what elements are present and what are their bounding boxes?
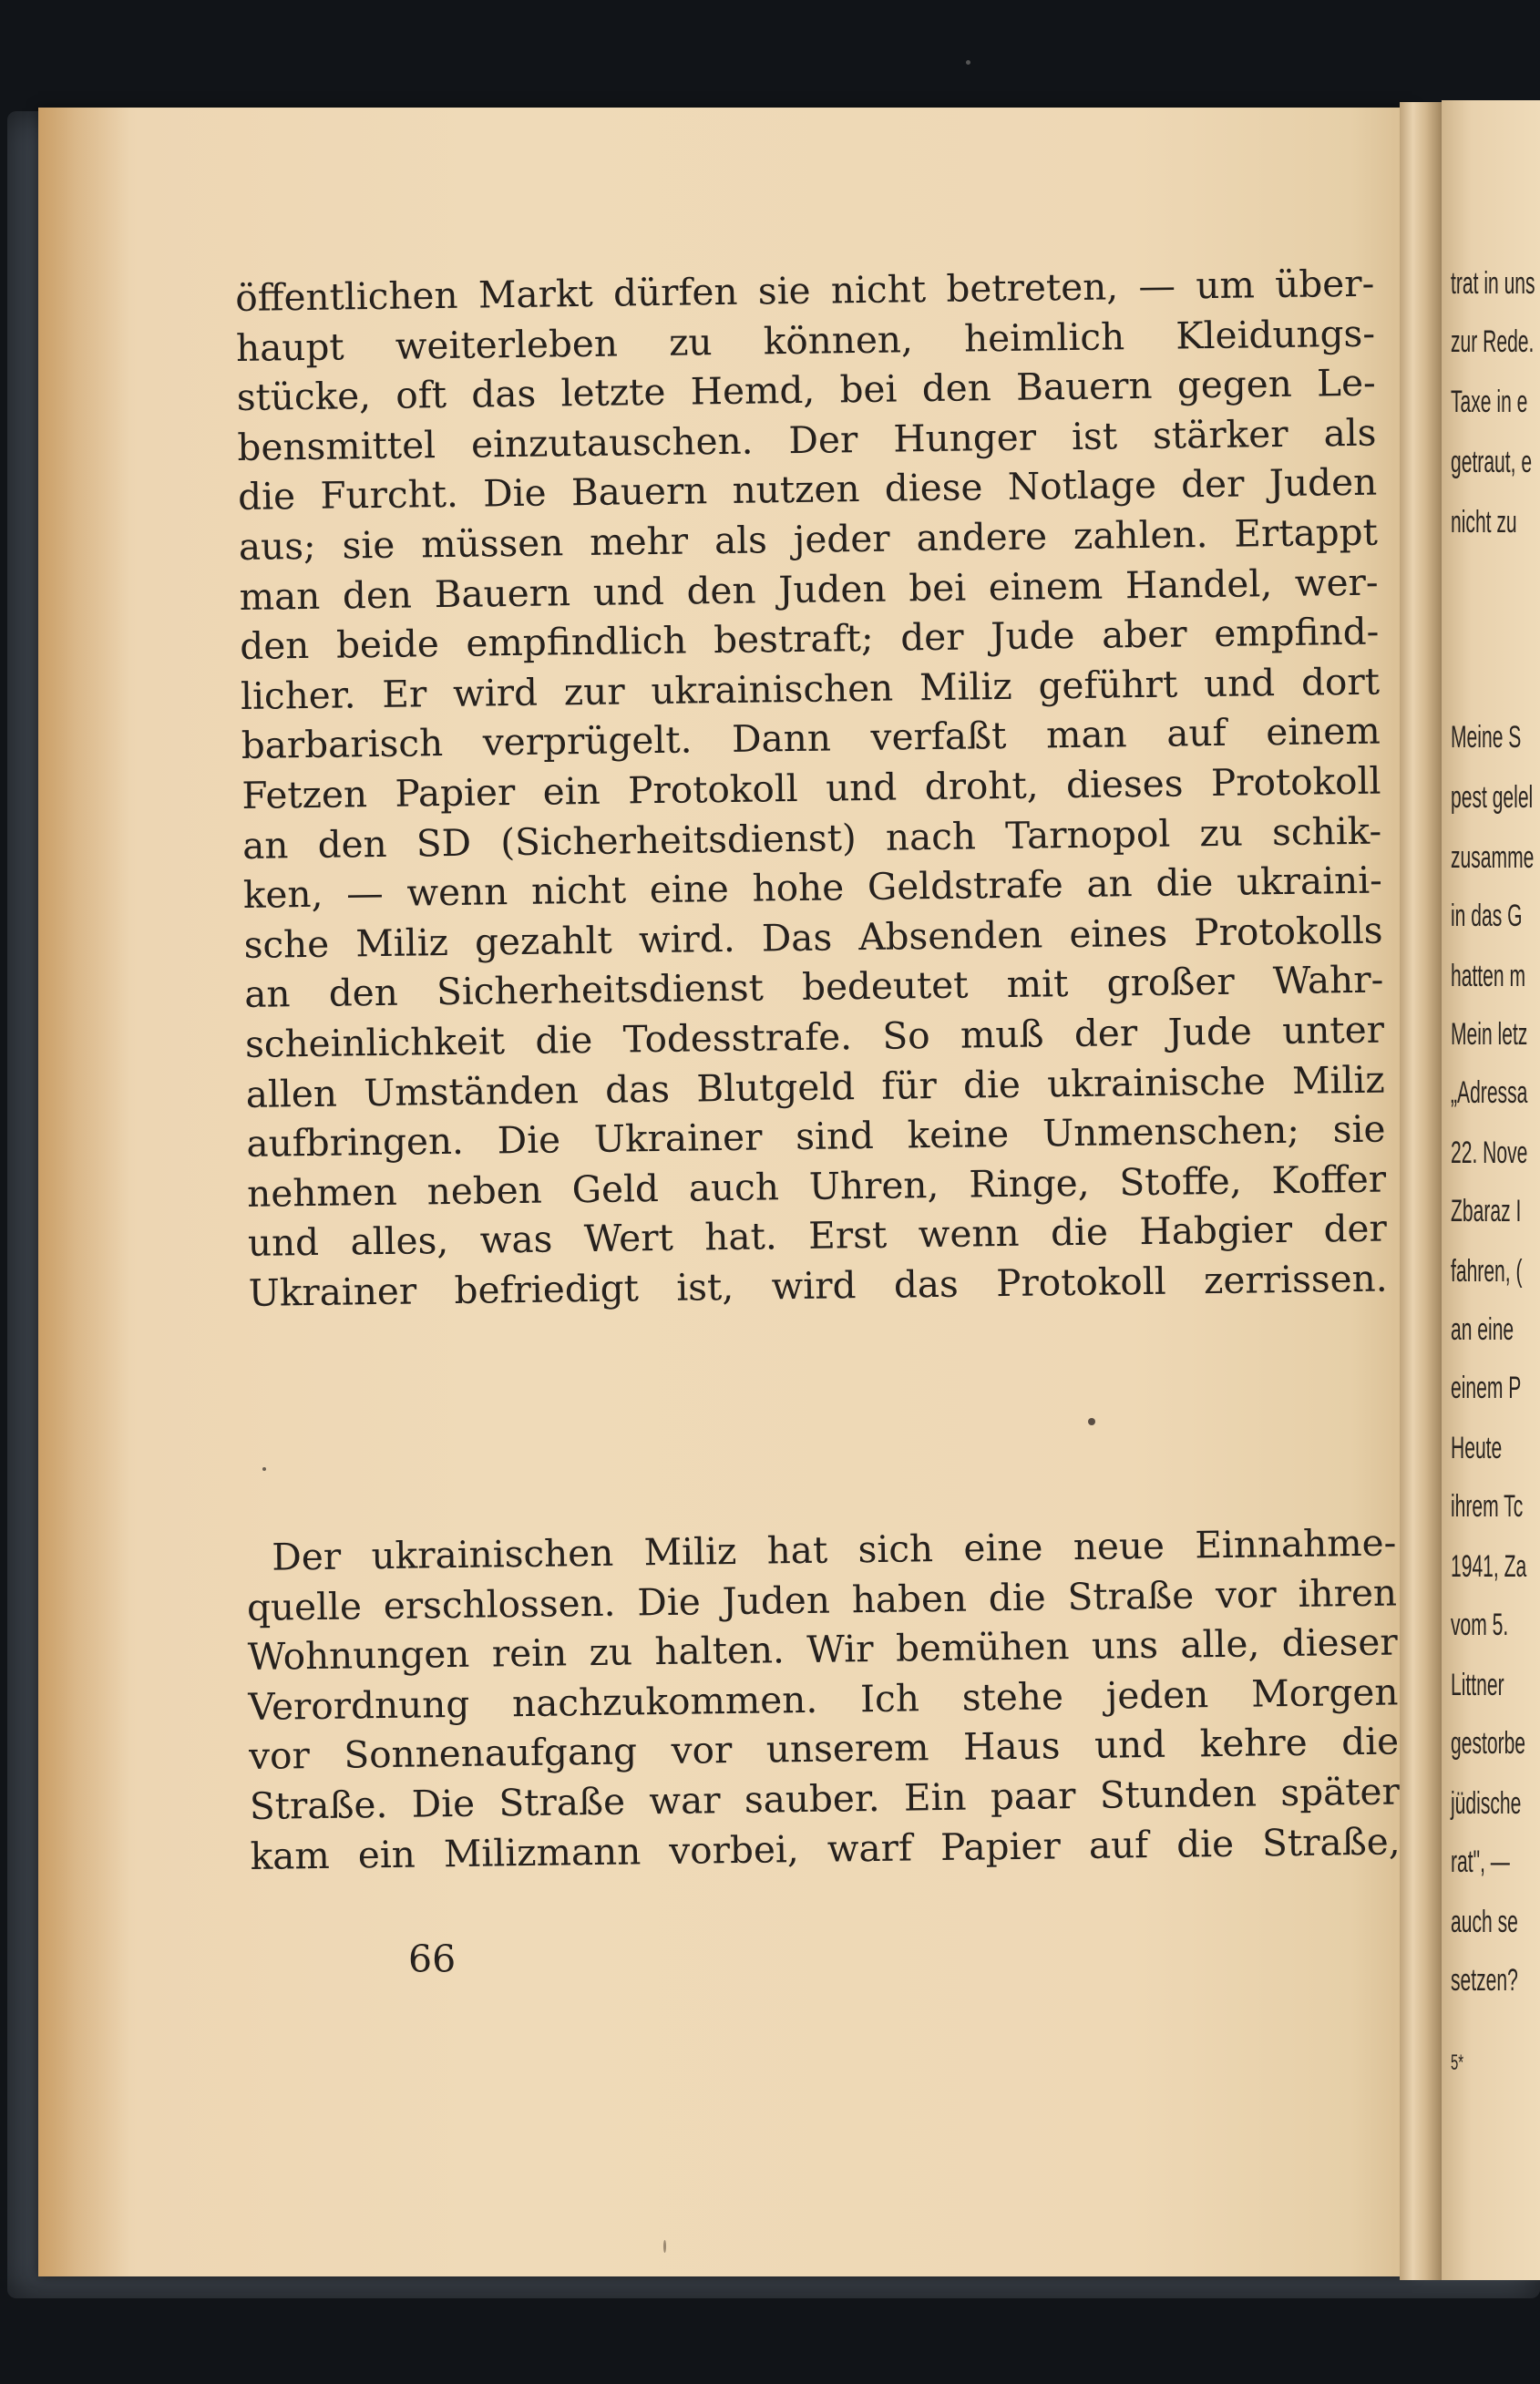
next-page-line: rat", — [1451, 1845, 1510, 1879]
next-page-line: setzen? [1451, 1963, 1518, 1998]
section-separator [1088, 1418, 1095, 1425]
text-line: barbarisch verprügelt. Dann verfaßt man auf einem [241, 708, 1381, 768]
paper-speck [663, 2240, 666, 2253]
next-page-line: trat in uns [1451, 266, 1535, 301]
next-page-line: 22. Nove [1451, 1135, 1528, 1170]
text-line: ken, — wenn nicht eine hohe Geldstrafe an die ukraini- [242, 858, 1383, 918]
next-page-line: 5* [1451, 2050, 1464, 2075]
page-edge-shading [38, 108, 129, 2276]
text-line: aus; sie müssen mehr als jeder andere zahlen. Ertappt [238, 509, 1379, 569]
next-page-line: Littner [1451, 1668, 1504, 1702]
next-page-line: zusamme [1451, 840, 1535, 875]
next-page-line: 1941, Za [1451, 1549, 1527, 1584]
page-number: 66 [408, 1937, 457, 1981]
next-page-line: pest gelel [1451, 780, 1534, 815]
text-line: kam ein Milizmann vorbei, warf Papier auf die Straße, [250, 1819, 1401, 1878]
next-page-line: einem P [1451, 1371, 1522, 1405]
paper-speck [262, 1467, 266, 1471]
next-page-fragment [1442, 100, 1540, 2280]
next-page-line: Heute [1451, 1431, 1503, 1465]
next-page-line: Mein letz [1451, 1017, 1528, 1052]
text-line: scheinlichkeit die Todesstrafe. So muß der Jude unter [244, 1007, 1385, 1066]
text-line: Fetzen Papier ein Protokoll und droht, dieses Protokoll [241, 758, 1381, 817]
text-line: an den Sicherheitsdienst bedeutet mit großer Wahr- [244, 957, 1384, 1017]
text-line: man den Bauern und den Juden bei einem Handel, wer- [239, 560, 1379, 619]
text-line: licher. Er wird zur ukrainischen Miliz geführt und dort [240, 659, 1381, 718]
text-line: öffentlichen Markt dürfen sie nicht betreten, — um über- [235, 261, 1375, 320]
next-page-line: nicht zu [1451, 505, 1517, 539]
text-line: den beide empfindlich bestraft; der Jude aber empfind- [240, 609, 1380, 669]
text-line: an den SD (Sicherheitsdienst) nach Tarnopol zu schik- [241, 808, 1382, 868]
next-page-line: getraut, e [1451, 445, 1533, 479]
next-page-line: an eine [1451, 1312, 1514, 1347]
text-line: aufbringen. Die Ukrainer sind keine Unmenschen; sie [246, 1106, 1386, 1166]
text-line: Verordnung nachzukommen. Ich stehe jeden Morgen [248, 1670, 1399, 1729]
next-page-line: zur Rede. [1451, 324, 1535, 359]
next-page-line: Meine S [1451, 720, 1522, 755]
paragraph-2 [246, 1517, 1401, 1881]
text-line: nehmen neben Geld auch Uhren, Ringe, Stoffe, Koffer [246, 1156, 1387, 1216]
text-line: die Furcht. Die Bauern nutzen diese Notlage der Juden [237, 459, 1378, 519]
text-line: Wohnungen rein zu halten. Wir bemühen uns alle, dieser [247, 1619, 1398, 1680]
text-line: vor Sonnenaufgang vor unserem Haus und kehre die [248, 1719, 1400, 1779]
text-line: bensmittel einzutauschen. Der Hunger ist stärker als [237, 410, 1377, 469]
next-page-line: „Adressa [1451, 1075, 1528, 1110]
text-line: haupt weiterleben zu können, heimlich Kleidungs- [235, 311, 1376, 370]
next-page-line: ihrem Tc [1451, 1489, 1524, 1524]
text-line: stücke, oft das letzte Hemd, bei den Bauern gegen Le- [236, 360, 1376, 420]
next-page-line: gestorbe [1451, 1726, 1526, 1761]
text-line: quelle erschlossen. Die Juden haben die Straße vor ihren [246, 1570, 1398, 1629]
paragraph-1 [235, 259, 1388, 1319]
text-line: Der ukrainischen Miliz hat sich eine neue Einnahme- [272, 1520, 1397, 1579]
next-page-line: in das G [1451, 899, 1523, 933]
text-line: und alles, was Wert hat. Erst wenn die Habgier der [247, 1206, 1388, 1266]
next-page-line: hatten m [1451, 959, 1526, 993]
next-page-line: jüdische [1451, 1786, 1522, 1821]
next-page-line: auch se [1451, 1905, 1518, 1939]
text-line: allen Umständen das Blutgeld für die ukrainische Miliz [245, 1057, 1385, 1116]
paper-speck [966, 60, 970, 65]
next-page-line: fahren, ( [1451, 1254, 1523, 1289]
next-page-line: Taxe in e [1451, 385, 1528, 419]
next-page-line: Zbaraz I [1451, 1194, 1522, 1228]
next-page-line: vom 5. [1451, 1608, 1509, 1642]
text-line: Straße. Die Straße war sauber. Ein paar Stunden später [249, 1769, 1401, 1828]
text-line: sche Miliz gezahlt wird. Das Absenden eines Protokolls [243, 908, 1383, 967]
text-line: Ukrainer befriedigt ist, wird das Protokoll zerrissen. [248, 1256, 1388, 1315]
